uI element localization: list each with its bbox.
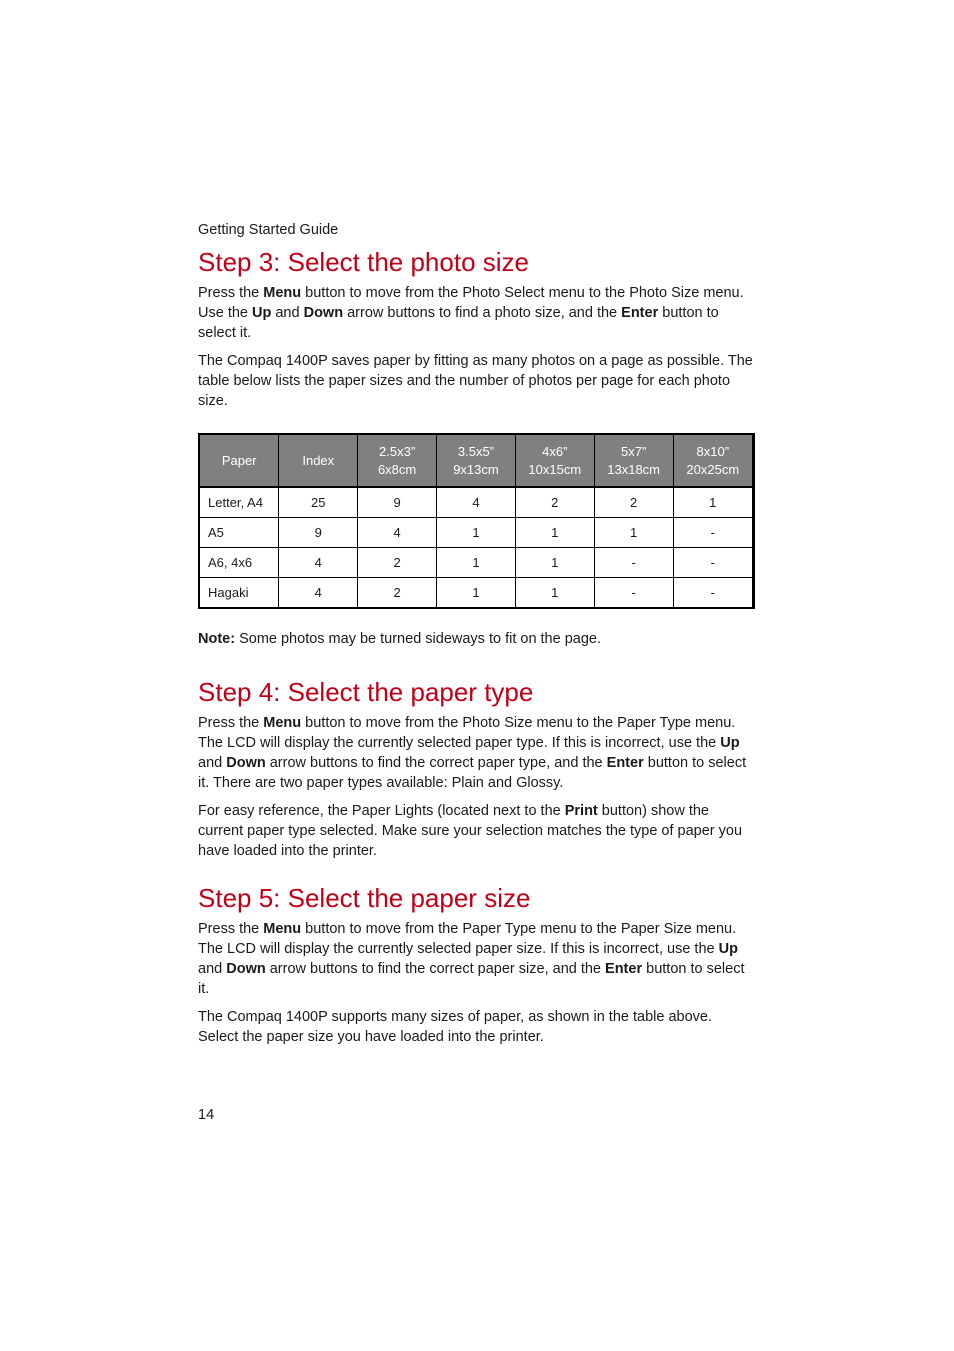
count-cell: 25 [279,487,358,518]
count-cell: 4 [437,487,516,518]
page-number: 14 [198,1107,215,1123]
bold-term: Up [252,305,272,321]
column-header [200,435,279,487]
text-run: button to move from the Photo Size menu to the Paper Type menu. The LCD will display the currently selected paper type. If this is incorrect, use the [198,715,736,751]
step5-title: Step 5: Select the paper size [198,883,531,913]
column-header-line: 9x13cm [453,461,499,477]
table-header-row [200,435,752,487]
column-header-line: 3.5x5” [457,443,495,459]
count-cell: 4 [279,548,358,578]
column-header-line: 10x15cm [528,461,582,477]
text-run: arrow buttons to find the correct paper size, and the [265,961,606,977]
text-run: For easy reference, the Paper Lights (located next to the [198,803,565,819]
count-cell: 9 [358,487,437,518]
count-cell: 2 [358,548,437,578]
count-cell: 4 [358,518,437,548]
column-header-line: 20x25cm [686,461,740,477]
table-row [200,518,752,548]
text-run: button) show the current paper type selected. Make sure your selection matches the type of paper you have loaded into the printer. [198,803,743,859]
bold-term: Menu [263,921,302,937]
count-cell: 1 [515,578,594,608]
bold-term: Enter [605,961,643,977]
column-header [673,435,752,487]
step5-paragraph-2: The Compaq 1400P supports many sizes of paper, as shown in the table above. Select the paper size you have loaded into the printer. [198,1009,712,1045]
count-cell: 1 [437,578,516,608]
paper-cell: A5 [200,518,279,548]
text-run: Press the [198,285,264,301]
count-cell: 2 [515,487,594,518]
count-cell: - [594,578,673,608]
column-header [437,435,516,487]
text-run: Press the [198,715,264,731]
step4-paragraph-1 [198,713,754,793]
count-cell: 1 [437,548,516,578]
note-label: Note: [198,631,236,647]
step5-paragraph-1 [198,919,754,999]
bold-term: Up [718,941,738,957]
running-head: Getting Started Guide [198,222,339,238]
column-header-line: 5x7” [620,443,647,459]
table-row [200,578,752,608]
count-cell: - [673,548,752,578]
bold-term: Down [303,305,344,321]
count-cell: - [673,518,752,548]
text-run: and [198,755,227,771]
note [198,629,754,649]
table-row [200,487,752,518]
bold-term: Up [720,735,740,751]
bold-term: Print [564,803,598,819]
bold-term: Menu [263,285,302,301]
bold-term: Down [226,755,266,771]
step3-paragraph-2: The Compaq 1400P saves paper by fitting as many photos on a page as possible. The table below lists the paper sizes and the number of photos per page for each photo size. [198,353,753,409]
table-row [200,548,752,578]
column-header-line: 8x10” [696,443,730,459]
count-cell: - [594,548,673,578]
column-header-line: Paper [221,452,257,468]
paper-cell: Letter, A4 [200,487,279,518]
column-header-line: 4x6” [542,443,568,459]
step3-title: Step 3: Select the photo size [198,247,529,277]
text-run: arrow buttons to find the correct paper type, and the [265,755,607,771]
paper-cell: Hagaki [200,578,279,608]
count-cell: 1 [594,518,673,548]
count-cell: 1 [709,495,717,510]
note-text: Some photos may be turned sideways to fit on the page. [235,631,602,647]
bold-term: Enter [606,755,644,771]
count-cell: 1 [515,548,594,578]
step4-title: Step 4: Select the paper type [198,677,534,707]
text-run: and [198,961,227,977]
table-body [200,487,752,607]
step4-paragraph-2 [198,801,754,861]
column-header [594,435,673,487]
column-header [515,435,594,487]
count-cell: 1 [437,518,516,548]
paper-cell: A6, 4x6 [200,548,279,578]
column-header-line: 13x18cm [607,461,661,477]
bold-term: Enter [621,305,659,321]
count-cell: 4 [279,578,358,608]
count-cell: - [673,578,752,608]
text-run: button to select it. [198,305,719,341]
bold-term: Menu [263,715,302,731]
bold-term: Down [226,961,266,977]
count-cell: 2 [358,578,437,608]
count-cell: 1 [515,518,594,548]
text-run: arrow buttons to find a photo size, and the [343,305,622,321]
column-header-line: 6x8cm [377,461,417,477]
column-header [279,435,358,487]
photos-per-page-table [198,433,755,609]
text-run: and [271,305,304,321]
step3-paragraph-1 [198,283,754,343]
text-run: Press the [198,921,264,937]
text-run: button to move from the Paper Type menu to the Paper Size menu. The LCD will display the currently selected paper size. If this is incorrect, use the [198,921,737,957]
column-header-line: Index [302,452,335,468]
count-cell: 2 [594,487,673,518]
text-run: button to select it. There are two paper types available: Plain and Glossy. [198,755,747,791]
column-header [358,435,437,487]
column-header-line: 2.5x3” [379,443,416,459]
text-run: button to select it. [198,961,745,997]
page-content [198,245,754,1047]
text-run: button to move from the Photo Select menu to the Photo Size menu. Use the [198,285,744,321]
count-cell: 9 [279,518,358,548]
